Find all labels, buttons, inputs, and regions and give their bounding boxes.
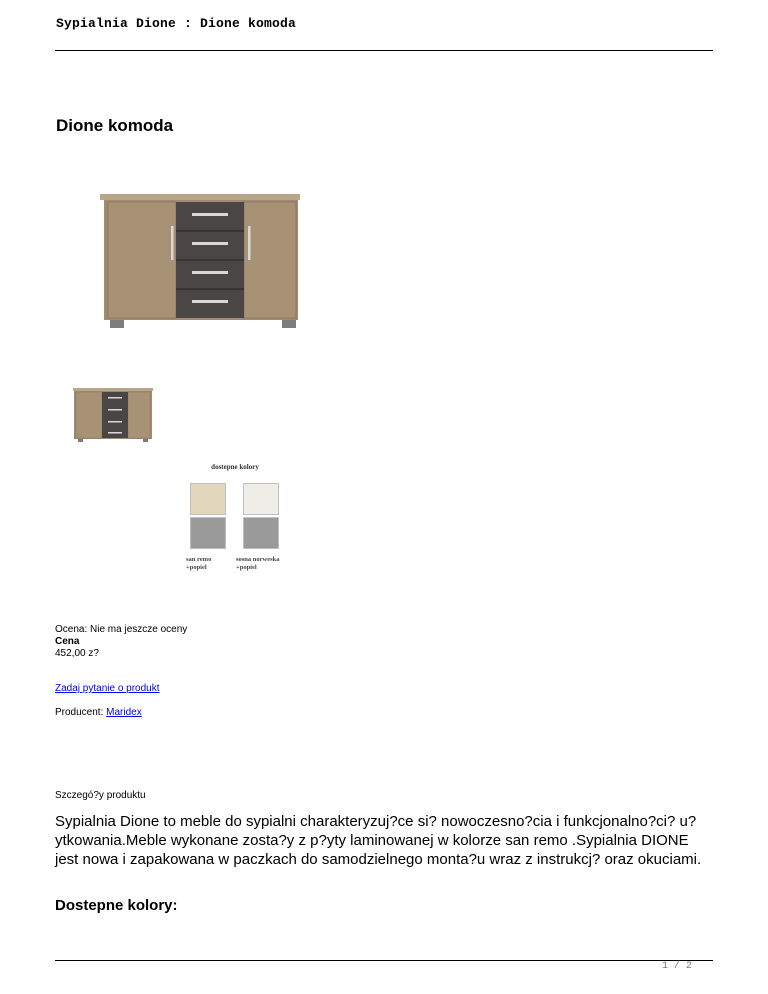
footer-divider [55, 960, 713, 961]
page-indicator: 1 / 2 [662, 961, 693, 972]
color-option-label [186, 556, 211, 572]
swatch-popiel-gray [190, 517, 226, 549]
ask-question-link[interactable]: Zadaj pytanie o produkt [55, 683, 160, 694]
color-option-name: sosna norweska [236, 556, 280, 563]
swatch-sosna-norweska-wood [243, 483, 279, 515]
rating-text: Ocena: Nie ma jeszcze oceny [55, 624, 188, 635]
price-label: Cena [55, 636, 80, 647]
color-option-accent: +popiel [186, 564, 207, 571]
producer-label: Producent: [55, 707, 107, 718]
producer-link[interactable]: Maridex [106, 707, 142, 718]
color-option-name: san remo [186, 556, 212, 563]
details-label: Szczegó?y produktu [55, 790, 146, 801]
colors-heading: Dostepne kolory: [55, 897, 178, 914]
swatch-popiel-gray [243, 517, 279, 549]
color-chart-heading: dostepne kolory [211, 463, 259, 471]
producer-line [55, 707, 142, 719]
swatch-san-remo-wood [190, 483, 226, 515]
product-description: Sypialnia Dione to meble do sypialni charakteryzuj?ce si? nowoczesno?cia i funkcjonalno?ci? u?ytkowania.Meble wykonane zosta?y z p?yty laminowanej w kolorze san remo .Sypialnia DIONE jest nowa i zapakowana w paczkach do samodzielnego monta?u wraz z instrukcj? oraz okuciami. [55, 813, 702, 868]
price-value: 452,00 z? [55, 648, 99, 659]
site-title: Sypialnia Dione : Dione komoda [56, 16, 297, 31]
color-option-accent: +popiel [236, 564, 257, 571]
product-main-image [98, 188, 308, 338]
color-option-label [236, 556, 280, 572]
color-chart [180, 457, 290, 587]
product-thumbnail[interactable] [65, 378, 185, 448]
page-title: Dione komoda [56, 116, 174, 135]
header-divider [55, 50, 713, 51]
